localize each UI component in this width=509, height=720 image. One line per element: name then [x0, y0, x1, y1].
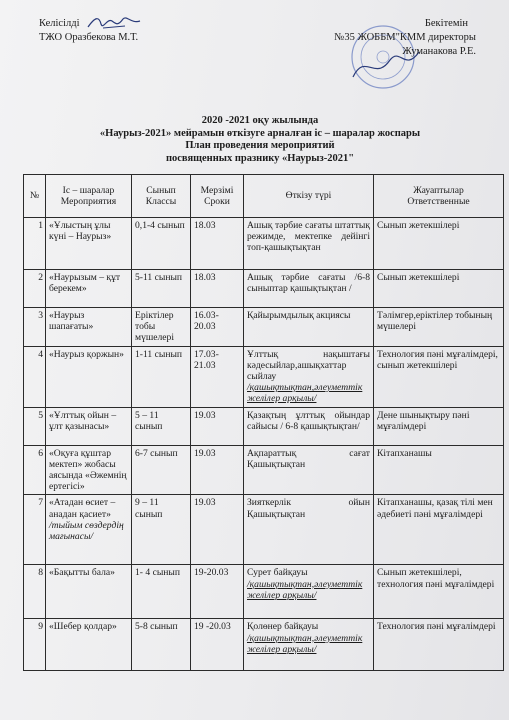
row-event: «Атадан өсиет – анадан қасиет» /тыйым сөздердің мағынасы/	[46, 495, 132, 565]
row-date: 19-20.03	[191, 565, 244, 619]
table-row	[24, 270, 504, 308]
approval-right	[300, 17, 490, 59]
title-ru-2: посвященных празнику «Наурыз-2021"	[165, 152, 355, 164]
row-number: 1	[24, 218, 46, 270]
row-form: Ашық тәрбие сағаты штаттық режимде, мектепке дейінгі топ-қашықтықтан	[244, 218, 374, 270]
row-responsible: Сынып жетекшілері	[374, 218, 504, 270]
row-class: 1- 4 сынып	[132, 565, 191, 619]
table-row	[24, 619, 504, 671]
row-class: 6-7 сынып	[132, 445, 191, 495]
row-date: 17.03-21.03	[191, 346, 244, 407]
row-class: 9 – 11 сынып	[132, 495, 191, 565]
row-date: 19 -20.03	[191, 619, 244, 671]
row-class: 0,1-4 сынып	[132, 218, 191, 270]
row-class: Еріктілер тобы мүшелері	[132, 308, 191, 347]
row-responsible: Тәлімгер,еріктілер тобының мүшелері	[374, 308, 504, 347]
row-number: 5	[24, 407, 46, 445]
row-event: «Бақытты бала»	[46, 565, 132, 619]
table-row	[24, 565, 504, 619]
row-event: «Наурызым – құт берекем»	[46, 270, 132, 308]
row-number: 9	[24, 619, 46, 671]
title-year: 2020 -2021 оқу жылында	[201, 115, 319, 126]
row-number: 6	[24, 445, 46, 495]
row-responsible: Дене шынықтыру пәні мұғалімдері	[374, 407, 504, 445]
row-event: «Наурыз қоржын»	[46, 346, 132, 407]
row-event: «Шебер қолдар»	[46, 619, 132, 671]
row-number: 4	[24, 346, 46, 407]
header-form: Өткізу түрі	[244, 175, 374, 218]
row-event: «Наурыз шапағаты»	[46, 308, 132, 347]
table-row	[24, 407, 504, 445]
table-row	[24, 495, 504, 565]
row-class: 1-11 сынып	[132, 346, 191, 407]
row-form: Ұлттық нақыштағы кәдесыйлар,ашықхаттар сыйлау /қашықтықтан,әлеуметтік желілер арқылы/	[244, 346, 374, 407]
row-class: 5 – 11 сынып	[132, 407, 191, 445]
row-form: Зияткерлік ойын Қашықтықтан	[244, 495, 374, 565]
header-responsible: Жауаптылар Ответственные	[374, 175, 504, 218]
row-form: Ашық тәрбие сағаты /6-8 сыныптар қашықтықтан /	[244, 270, 374, 308]
row-number: 7	[24, 495, 46, 565]
header-event: Іс – шаралар Мероприятия	[46, 175, 132, 218]
row-responsible: Сынып жетекшілері	[374, 270, 504, 308]
row-date: 18.03	[191, 218, 244, 270]
row-form: Қолөнер байқауы /қашықтықтан,әлеуметтік желілер арқылы/	[244, 619, 374, 671]
header-date: Мерзімі Сроки	[191, 175, 244, 218]
table-row	[24, 445, 504, 495]
row-responsible: Кітапханашы, қазақ тілі мен әдебиеті пәні мұғалімдері	[374, 495, 504, 565]
agreed-name: ТЖО Оразбекова М.Т.	[39, 32, 139, 43]
director-title: №35 ЖОББМ"КММ директоры	[334, 32, 476, 43]
row-form: Қазақтың ұлттық ойындар сайысы / 6-8 қашықтықтан/	[244, 407, 374, 445]
approve-label: Бекітемін	[424, 18, 468, 29]
agreed-label: Келісілді	[39, 18, 80, 29]
row-number: 3	[24, 308, 46, 347]
table-header-row	[24, 175, 504, 218]
row-event: «Ұлттық ойын – ұлт қазынасы»	[46, 407, 132, 445]
table-row	[24, 218, 504, 270]
row-responsible: Технология пәні мұғалімдері, сынып жетекшілері	[374, 346, 504, 407]
row-responsible: Кітапханашы	[374, 445, 504, 495]
title-kz: «Наурыз-2021» мейрамын өткізуге арналған іс – шаралар жоспары	[99, 127, 421, 139]
document-title	[40, 115, 480, 165]
row-responsible: Сынып жетекшілері, технология пәні мұғалімдері	[374, 565, 504, 619]
row-date: 19.03	[191, 495, 244, 565]
row-number: 2	[24, 270, 46, 308]
table-row	[24, 308, 504, 347]
row-event: «Ұлыстың ұлы күні – Наурыз»	[46, 218, 132, 270]
row-date: 18.03	[191, 270, 244, 308]
row-event: «Оқуға құштар мектеп» жобасы аясында «Әжемнің ертегісі»	[46, 445, 132, 495]
signature-left	[85, 12, 145, 34]
row-responsible: Технология пәні мұғалімдері	[374, 619, 504, 671]
row-date: 19.03	[191, 445, 244, 495]
table-row	[24, 346, 504, 407]
events-table	[23, 174, 504, 671]
row-date: 16.03-20.03	[191, 308, 244, 347]
header-num: №	[24, 175, 46, 218]
row-form: Ақпараттық сағат Қашықтықтан	[244, 445, 374, 495]
title-ru-1: План проведения мероприятий	[185, 140, 335, 152]
row-form: Қайырымдылық акциясы	[244, 308, 374, 347]
row-class: 5-8 сынып	[132, 619, 191, 671]
director-name: Жуманакова Р.Е.	[402, 46, 476, 57]
row-form: Сурет байқауы /қашықтықтан,әлеуметтік желілер арқылы/	[244, 565, 374, 619]
row-class: 5-11 сынып	[132, 270, 191, 308]
row-date: 19.03	[191, 407, 244, 445]
header-class: Сынып Классы	[132, 175, 191, 218]
row-number: 8	[24, 565, 46, 619]
